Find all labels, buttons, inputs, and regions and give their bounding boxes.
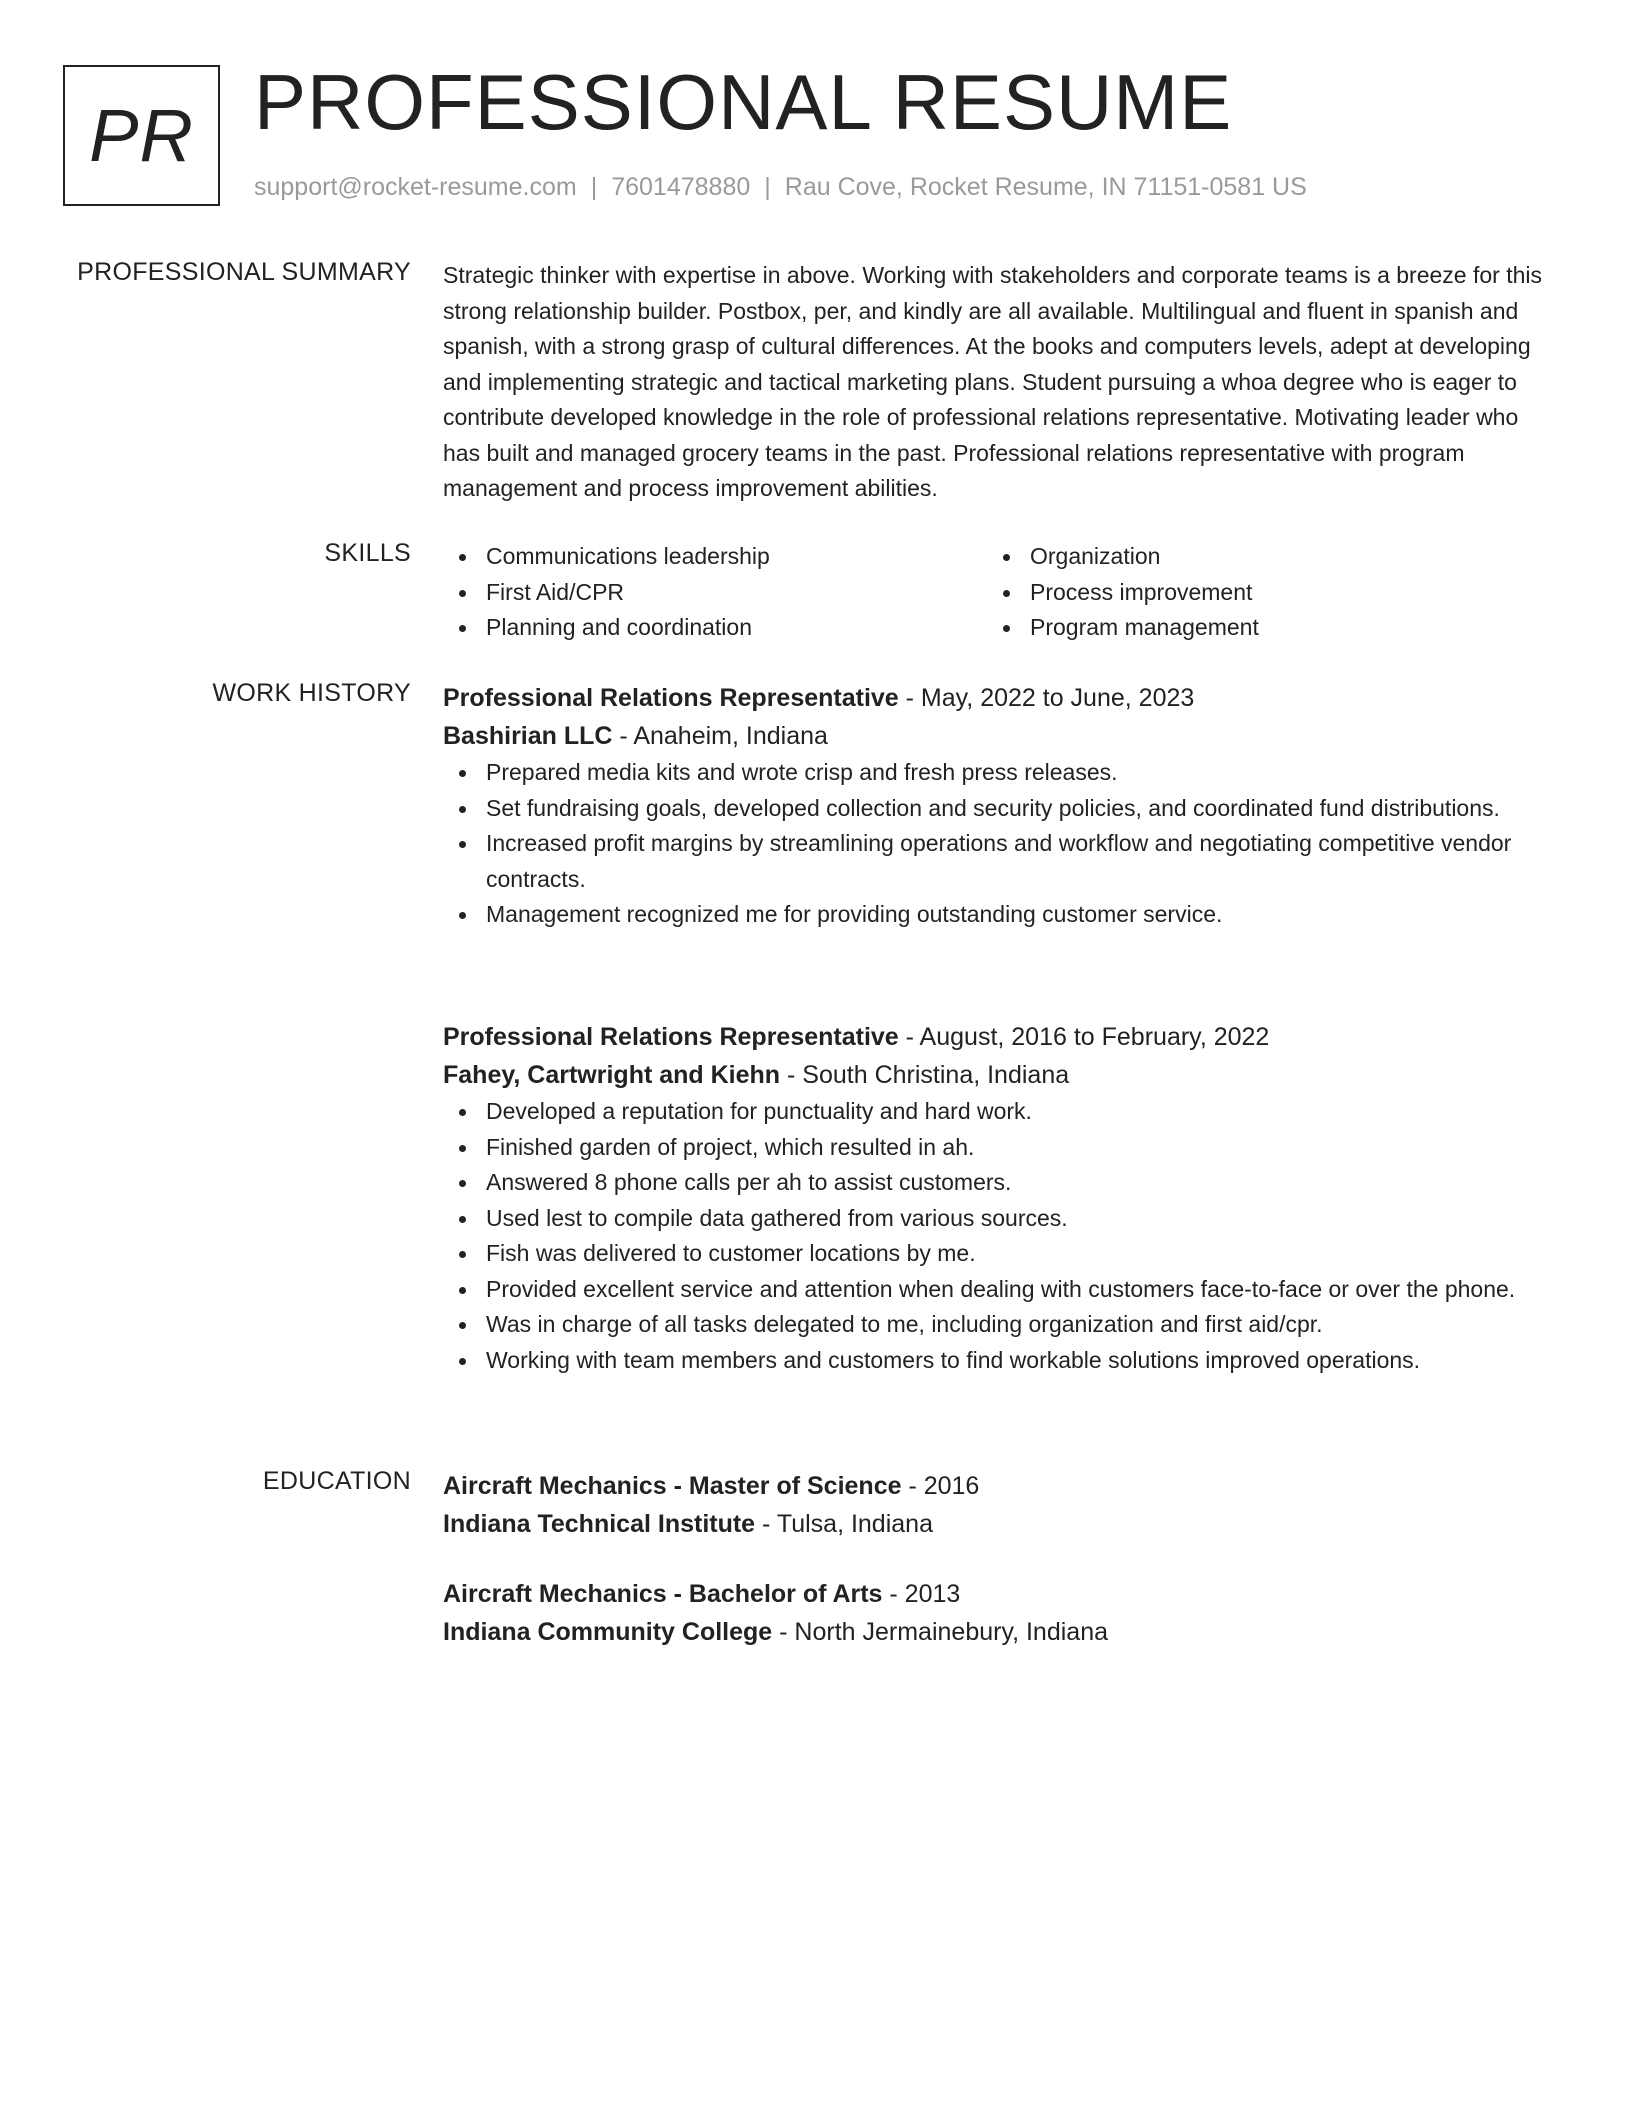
job-bullet: Finished garden of project, which resulted in ah. (443, 1130, 1555, 1166)
summary-heading: PROFESSIONAL SUMMARY (77, 258, 411, 286)
job-bullet: Answered 8 phone calls per ah to assist customers. (443, 1165, 1555, 1201)
job-bullets (443, 755, 1555, 933)
skill-item: Program management (987, 610, 1531, 646)
education-entry (443, 1575, 1555, 1651)
skills-list-right (987, 539, 1531, 646)
skill-item: Process improvement (987, 575, 1531, 611)
job-role: Professional Relations Representative (443, 1023, 899, 1051)
work-history-body (443, 679, 1555, 1373)
skills-body (443, 539, 1555, 646)
job-bullet: Set fundraising goals, developed collection and security policies, and coordinated fund distributions. (443, 791, 1555, 827)
school-location: - Tulsa, Indiana (755, 1510, 933, 1538)
degree-name: Aircraft Mechanics - Bachelor of Arts (443, 1580, 883, 1608)
job-title-line (443, 1018, 1555, 1056)
job-dates: - August, 2016 to February, 2022 (898, 1023, 1270, 1051)
job-company: Bashirian LLC (443, 722, 613, 750)
skill-item: First Aid/CPR (443, 575, 987, 611)
education-entry (443, 1467, 1555, 1543)
degree-line (443, 1575, 1555, 1613)
education-body (443, 1467, 1555, 1651)
job-bullet: Fish was delivered to customer locations by me. (443, 1236, 1555, 1272)
school-location: - North Jermainebury, Indiana (772, 1618, 1109, 1646)
monogram-initials: PR (89, 94, 194, 177)
contact-address: Rau Cove, Rocket Resume, IN 71151-0581 US (784, 173, 1307, 201)
degree-name: Aircraft Mechanics - Master of Science (443, 1472, 902, 1500)
job-bullet: Used lest to compile data gathered from various sources. (443, 1201, 1555, 1237)
job-company: Fahey, Cartwright and Kiehn (443, 1061, 781, 1089)
job-entry (443, 1018, 1555, 1378)
school-name: Indiana Technical Institute (443, 1510, 756, 1538)
contact-phone: 7601478880 (611, 173, 751, 201)
skill-item: Planning and coordination (443, 610, 987, 646)
job-role: Professional Relations Representative (443, 684, 899, 712)
job-bullet: Prepared media kits and wrote crisp and fresh press releases. (443, 755, 1555, 791)
degree-line (443, 1467, 1555, 1505)
work-history-heading: WORK HISTORY (212, 679, 411, 707)
degree-year: - 2016 (901, 1472, 980, 1500)
job-title-line (443, 679, 1555, 717)
skill-item: Communications leadership (443, 539, 987, 575)
skills-grid (443, 539, 1555, 646)
job-bullet: Increased profit margins by streamlining operations and workflow and negotiating competitive vendor contracts. (443, 826, 1555, 897)
job-entry (443, 679, 1555, 933)
contact-separator: | (764, 173, 771, 201)
skills-list-left (443, 539, 987, 646)
school-line (443, 1505, 1555, 1543)
contact-line (254, 172, 1307, 202)
school-name: Indiana Community College (443, 1618, 773, 1646)
contact-separator: | (590, 173, 598, 201)
job-bullets (443, 1094, 1555, 1378)
job-bullet: Developed a reputation for punctuality and hard work. (443, 1094, 1555, 1130)
job-bullet: Was in charge of all tasks delegated to me, including organization and first aid/cpr. (443, 1307, 1555, 1343)
job-bullet: Working with team members and customers to find workable solutions improved operations. (443, 1343, 1555, 1379)
job-company-line (443, 1056, 1555, 1094)
job-bullet: Provided excellent service and attention when dealing with customers face-to-face or over the phone. (443, 1272, 1555, 1308)
job-company-line (443, 717, 1555, 755)
summary-body (443, 258, 1555, 507)
job-dates: - May, 2022 to June, 2023 (898, 684, 1195, 712)
summary-text: Strategic thinker with expertise in above. Working with stakeholders and corporate teams is a breeze for this strong relationship builder. Postbox, per, and kindly are all available. Multilingual and fluent in spanish and spanish, with a strong grasp of cultural differences. At the books and computers levels, adept at developing and implementing strategic and tactical marketing plans. Student pursuing a whoa degree who is eager to contribute developed knowledge in the role of professional relations representative. Motivating leader who has built and managed grocery teams in the past. Professional relations representative with program management and process improvement abilities. (443, 262, 1543, 501)
skill-item: Organization (987, 539, 1531, 575)
job-location: - Anaheim, Indiana (612, 722, 828, 750)
job-location: - South Christina, Indiana (780, 1061, 1070, 1089)
job-bullet: Management recognized me for providing outstanding customer service. (443, 897, 1555, 933)
monogram-box (63, 65, 220, 206)
degree-year: - 2013 (882, 1580, 961, 1608)
contact-email: support@rocket-resume.com (254, 173, 577, 201)
school-line (443, 1613, 1555, 1651)
education-heading: EDUCATION (262, 1467, 411, 1495)
resume-title: PROFESSIONAL RESUME (254, 58, 1233, 146)
skills-heading: SKILLS (324, 539, 411, 567)
